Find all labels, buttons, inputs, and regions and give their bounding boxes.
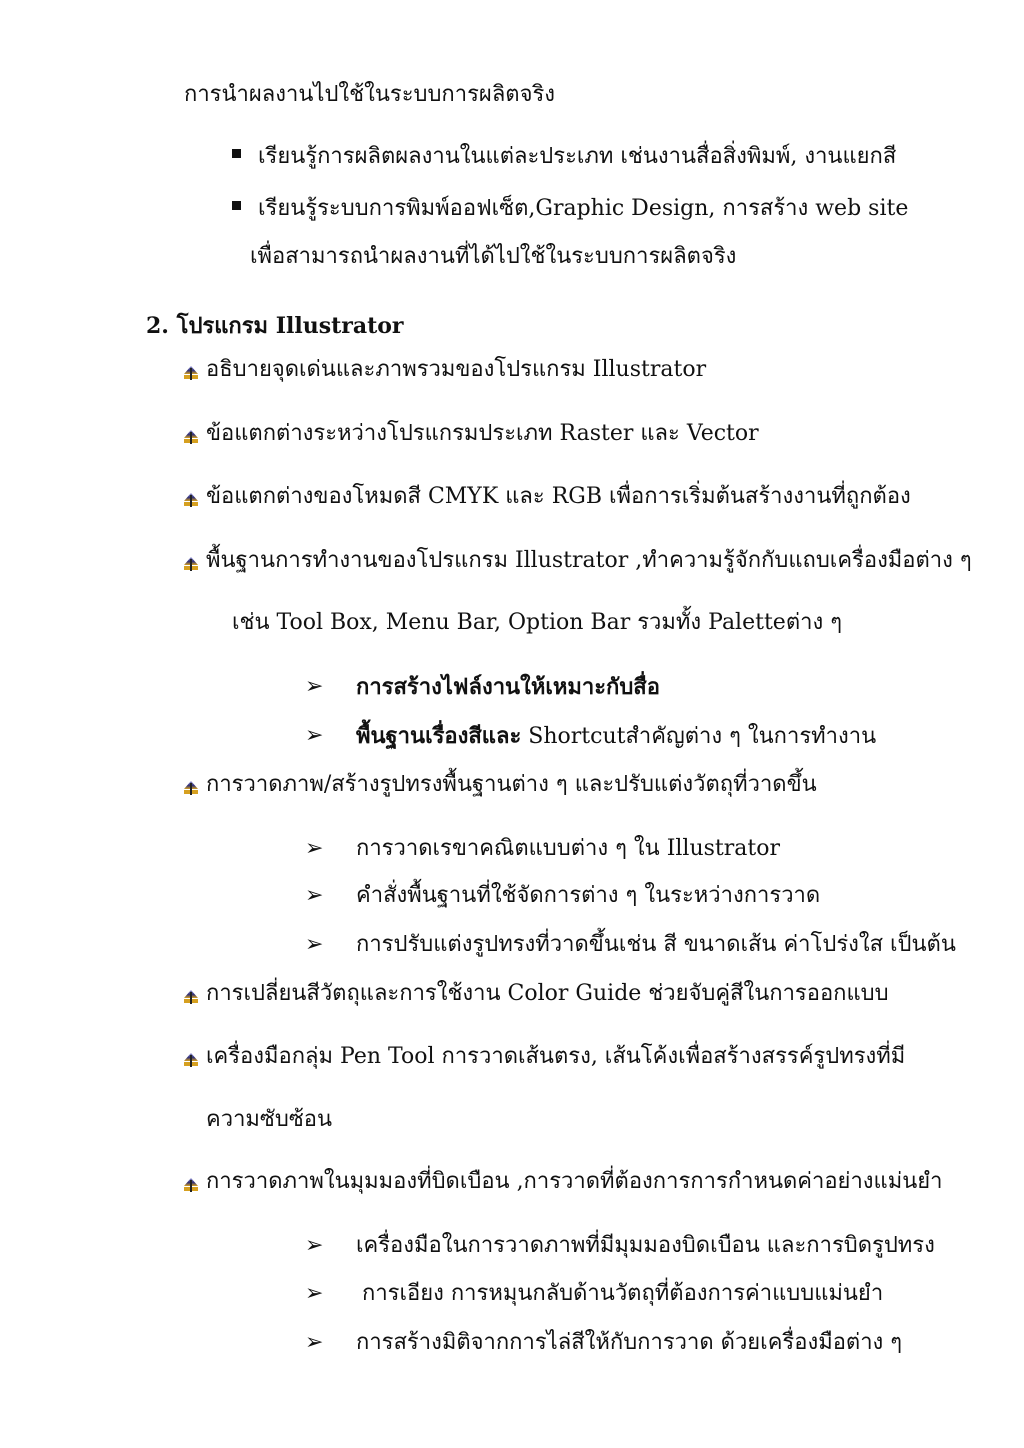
topic-bullet-icon — [182, 1051, 200, 1069]
topic-4: พื้นฐานการทำงานของโปรแกรม Illustrator ,ทำความรู้จักกับแถบเครื่องมือต่าง ๆ — [206, 548, 972, 573]
topic-2: ข้อแตกต่างระหว่างโปรแกรมประเภท Raster และ Vector — [206, 421, 759, 446]
square-item-1: เรียนรู้การผลิตผลงานในแต่ละประเภท เช่นงานสื่อสิ่งพิมพ์, งานแยกสี — [258, 144, 897, 169]
sub-item-gradient-depth: การสร้างมิติจากการไล่สีให้กับการวาด ด้วยเครื่องมือต่าง ๆ — [356, 1330, 903, 1355]
section-heading: 2. โปรแกรม Illustrator — [146, 313, 404, 339]
arrow-bullet-icon: ➢ — [305, 1233, 324, 1258]
topic-6: การเปลี่ยนสีวัตถุและการใช้งาน Color Guide ช่วยจับคู่สีในการออกแบบ — [206, 981, 889, 1006]
square-bullet-icon — [232, 149, 241, 158]
topic-3: ข้อแตกต่างของโหมดสี CMYK และ RGB เพื่อการเริ่มต้นสร้างงานที่ถูกต้อง — [206, 484, 911, 509]
arrow-bullet-icon: ➢ — [305, 723, 324, 748]
topic-4-continuation: เช่น Tool Box, Menu Bar, Option Bar รวมทั้ง Paletteต่าง ๆ — [232, 610, 843, 635]
sub-item-geometry: การวาดเรขาคณิตแบบต่าง ๆ ใน Illustrator — [356, 836, 780, 861]
topic-bullet-icon — [182, 364, 200, 382]
topic-bullet-icon — [182, 428, 200, 446]
topic-1: อธิบายจุดเด่นและภาพรวมของโปรแกรม Illustrator — [206, 357, 707, 382]
arrow-bullet-icon: ➢ — [305, 674, 324, 699]
arrow-bullet-icon: ➢ — [305, 932, 324, 957]
topic-bullet-icon — [182, 491, 200, 509]
topic-7: เครื่องมือกลุ่ม Pen Tool การวาดเส้นตรง, เส้นโค้งเพื่อสร้างสรรค์รูปทรงที่มี — [206, 1044, 906, 1069]
topic-bullet-icon — [182, 555, 200, 573]
sub-item-distortion-tools: เครื่องมือในการวาดภาพที่มีมุมมองบิดเบือน และการบิดรูปทรง — [356, 1233, 935, 1258]
topic-bullet-icon — [182, 1176, 200, 1194]
sub-item-skew-rotate: การเอียง การหมุนกลับด้านวัตถุที่ต้องการค่าแบบแม่นยำ — [362, 1281, 884, 1306]
intro-line: การนำผลงานไปใช้ในระบบการผลิตจริง — [184, 82, 556, 107]
topic-8: การวาดภาพในมุมมองที่บิดเบือน ,การวาดที่ต้องการการกำหนดค่าอย่างแม่นยำ — [206, 1169, 943, 1194]
square-bullet-icon — [232, 201, 241, 210]
topic-7-continuation: ความซับซ้อน — [206, 1107, 333, 1132]
arrow-bullet-icon: ➢ — [305, 883, 324, 908]
square-item-2: เรียนรู้ระบบการพิมพ์ออฟเซ็ต,Graphic Design, การสร้าง web site — [258, 196, 909, 221]
sub-item-adjust-shapes: การปรับแต่งรูปทรงที่วาดขึ้นเช่น สี ขนาดเส้น ค่าโปร่งใส เป็นต้น — [356, 932, 956, 957]
topic-bullet-icon — [182, 779, 200, 797]
square-item-2-continuation: เพื่อสามารถนำผลงานที่ได้ไปใช้ในระบบการผลิตจริง — [250, 244, 737, 269]
sub-item-basic-commands: คำสั่งพื้นฐานที่ใช้จัดการต่าง ๆ ในระหว่างการวาด — [356, 883, 821, 908]
arrow-bullet-icon: ➢ — [305, 1281, 324, 1306]
sub-item-color-shortcut — [356, 721, 876, 752]
sub-item-color-bold: พื้นฐานเรื่องสีและ — [356, 723, 522, 749]
topic-5: การวาดภาพ/สร้างรูปทรงพื้นฐานต่าง ๆ และปรับแต่งวัตถุที่วาดขึ้น — [206, 772, 817, 797]
arrow-bullet-icon: ➢ — [305, 1330, 324, 1355]
sub-item-create-file: การสร้างไฟล์งานให้เหมาะกับสื่อ — [356, 674, 660, 700]
arrow-bullet-icon: ➢ — [305, 836, 324, 861]
topic-bullet-icon — [182, 988, 200, 1006]
sub-item-shortcut-text: Shortcutสำคัญต่าง ๆ ในการทำงาน — [521, 724, 877, 749]
